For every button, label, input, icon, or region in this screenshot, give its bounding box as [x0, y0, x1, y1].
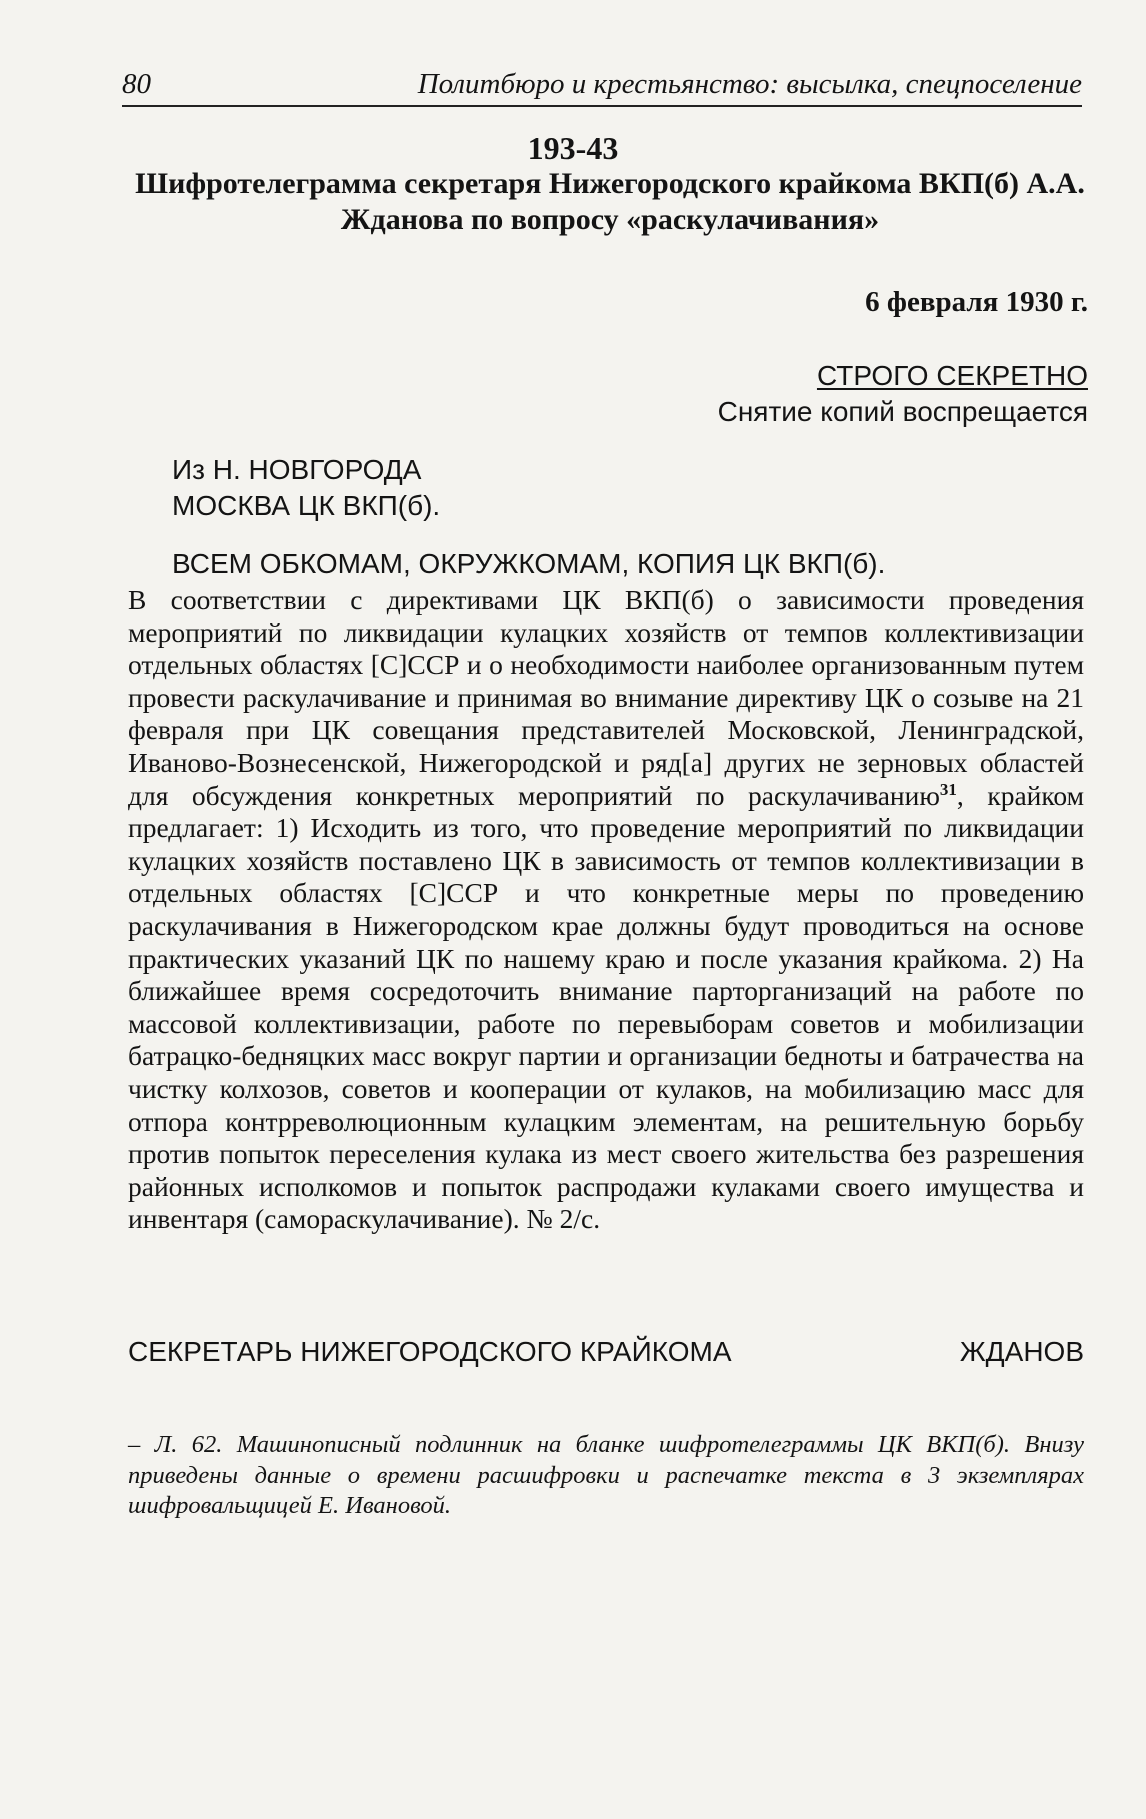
document-number: 193-43 — [527, 130, 619, 166]
telegram-body — [128, 584, 1084, 1236]
document-title: Шифротелеграмма секретаря Нижегородского крайкома ВКП(б) А.А. Жданова по вопросу «раскулачивания» — [135, 167, 1085, 236]
body-text-part-2: , крайком предлагает: 1) Исходить из того, что проведение мероприятий по ликвидации кулацких хозяйств поставлено ЦК в зависимость от темпов коллективизации в отдельных областях [С]ССР и что конкретные меры по проведению раскулачивания в Нижегородском крае должны будут проводиться на основе практических указаний ЦК по нашему краю и после указания крайкома. 2) На ближайшее время сосредоточить внимание парторганизаций на работе по массовой коллективизации, работе по перевыборам советов и мобилизации батрацко-бедняцких масс вокруг партии и организации бедноты и батрачества на чистку колхозов, советов и кооперации от кулаков, на мобилизацию масс для отпора контрреволюционным кулацким элементам, на решительную борьбу против попыток переселения кулака из мест своего жительства без разрешения районных исполкомов и попыток распродажи кулаками своего имущества и инвентаря (самораскулачивание). № 2/с. — [128, 779, 1084, 1235]
body-text-part-1: В соответствии с директивами ЦК ВКП(б) о зависимости проведения мероприятий по ликвидации кулацких хозяйств от темпов коллективизации отдельных областях [С]ССР и о необходимости наиболее организованным путем провести раскулачивание и принимая во внимание директиву ЦК о созыве на 21 февраля при ЦК совещания представителей Московской, Ленинградской, Иваново-Вознесенской, Нижегородской и ряд[а] других не зерновых областей для обсуждения конкретных мероприятий по раскулачиванию — [128, 584, 1084, 811]
copy-notice: Снятие копий воспрещается — [717, 396, 1088, 427]
secrecy-block — [718, 358, 1088, 430]
running-header — [122, 68, 1082, 107]
recipient-location: МОСКВА ЦК ВКП(б). — [172, 490, 441, 521]
footnote-reference[interactable]: 31 — [939, 779, 957, 799]
signature-name: ЖДАНОВ — [959, 1336, 1084, 1367]
secrecy-stamp: СТРОГО СЕКРЕТНО — [816, 360, 1088, 391]
sender-location: Из Н. НОВГОРОДА — [172, 454, 422, 485]
addressee-line: ВСЕМ ОБКОМАМ, ОКРУЖКОМАМ, КОПИЯ ЦК ВКП(б). — [172, 548, 886, 579]
signature-line — [128, 1336, 1084, 1368]
routing-block — [172, 452, 440, 524]
document-date: 6 февраля 1930 г. — [865, 286, 1088, 318]
archival-note: – Л. 62. Машинописный подлинник на бланке шифротелеграммы ЦК ВКП(б). Внизу приведены данные о времени расшифровки и распечатке текста в 3 экземплярах шифровальщицей Е. Ивановой. — [128, 1431, 1084, 1519]
signature-title: СЕКРЕТАРЬ НИЖЕГОРОДСКОГО КРАЙКОМА — [128, 1336, 732, 1367]
running-title: Политбюро и крестьянство: высылка, спецпоселение — [417, 68, 1082, 100]
page-number: 80 — [122, 68, 151, 100]
